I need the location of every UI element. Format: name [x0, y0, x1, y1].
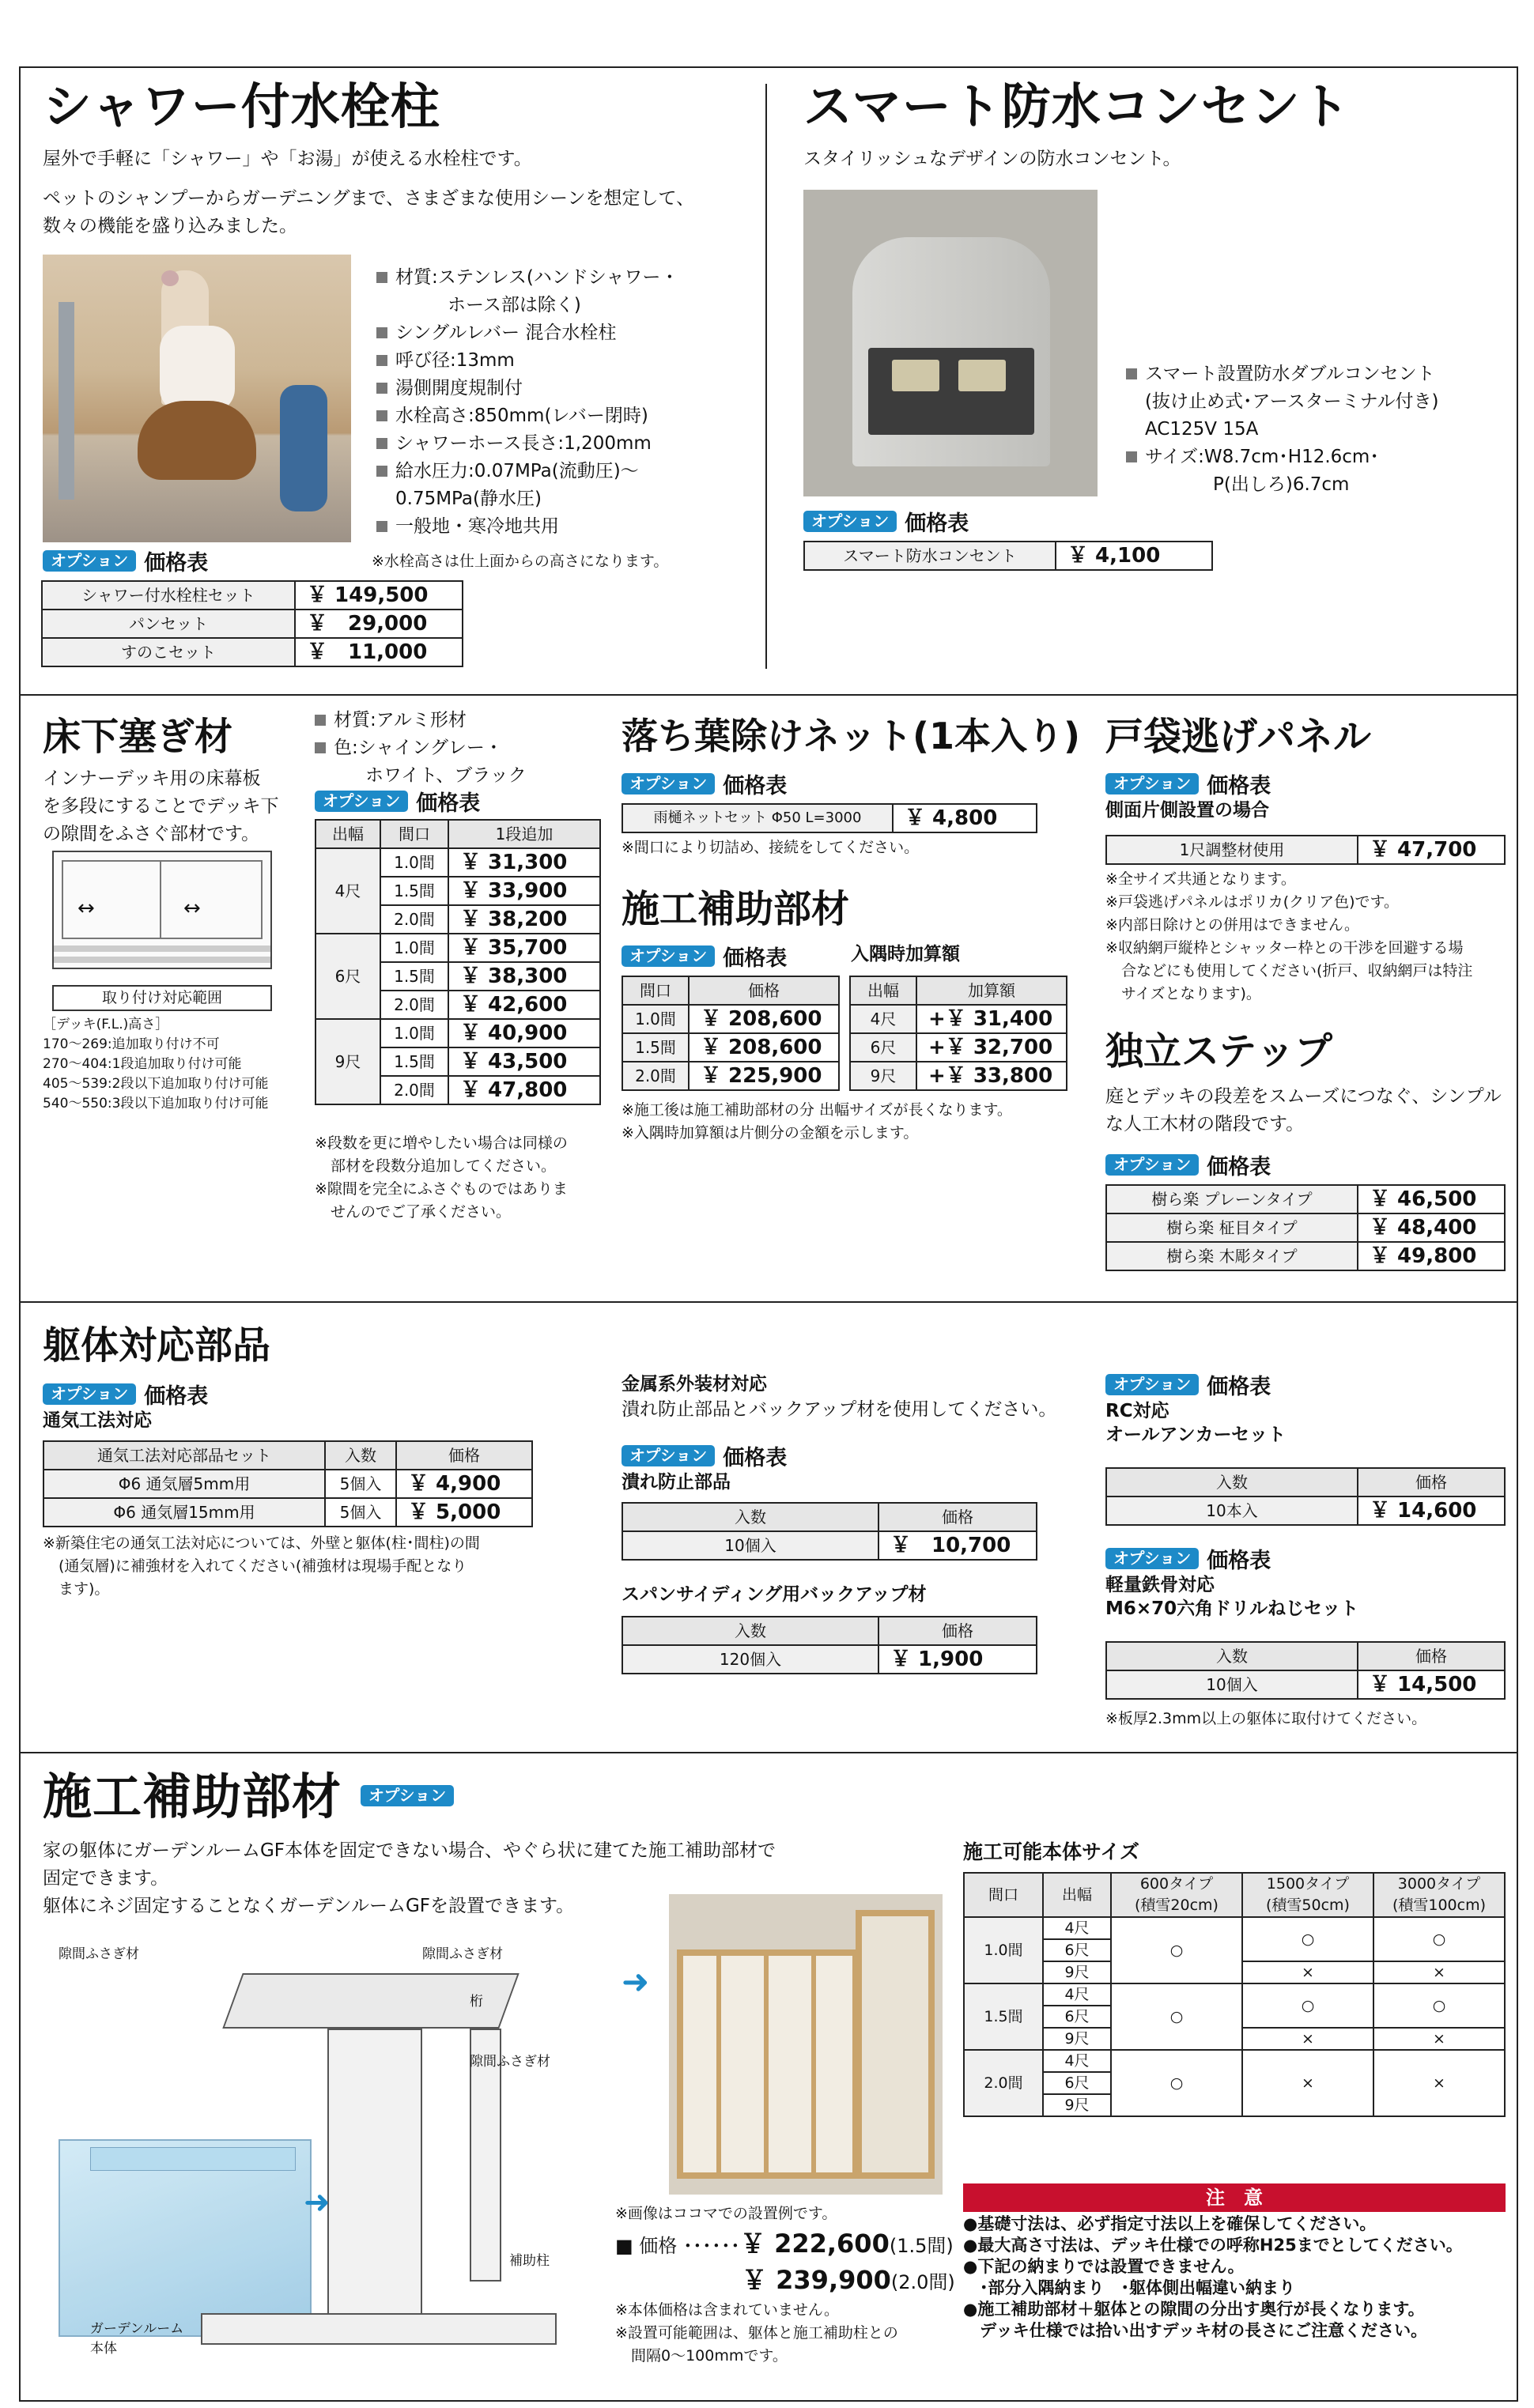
body-price-header: オプション 価格表	[43, 1379, 208, 1410]
steel-note: ※板厚2.3mm以上の躯体に取付けてください。	[1105, 1710, 1427, 1727]
aux1-notes: ※施工後は施工補助部材の分 出幅サイズが長くなります。 ※入隅時加算額は片側分の金額を示します。	[622, 1101, 1012, 1142]
body-price-table: 通気工法対応部品セット 入数 価格 Φ6 通気層5mm用 5個入 ￥ 4,900 Φ6 通気層15mm用 5個入 ￥ 5,000	[43, 1440, 533, 1527]
corner-table: 出幅 加算額 4尺 +￥ 31,400 6尺 +￥ 32,700 9尺 +￥ 33,800	[849, 976, 1067, 1091]
span-price-table: 入数 価格 120個入 ￥ 1,900	[622, 1616, 1037, 1674]
table-row: 6尺	[964, 1939, 1505, 1961]
shower-price-header: オプション 価格表	[43, 545, 208, 576]
table-row: 1.5間 ￥ 43,500	[315, 1047, 600, 1076]
net-note: ※間口により切詰め、接続をしてください。	[622, 839, 920, 856]
table-row: 1.0間 4尺 ○ ○ ○	[964, 1917, 1505, 1939]
aux2-photo-note: ※画像はココマでの設置例です。	[615, 2205, 837, 2222]
option-badge: オプション	[622, 773, 715, 794]
corner-label: 入隅時加算額	[851, 944, 960, 964]
caution-title: 注 意	[963, 2183, 1506, 2212]
table-row: 樹ら楽 プレーンタイプ ￥ 46,500	[1106, 1185, 1505, 1213]
rc-title: RC対応 オールアンカーセット	[1105, 1401, 1287, 1445]
table-row: 2.0間 ￥ 38,200	[315, 905, 600, 934]
table-row: 9尺	[964, 2094, 1505, 2116]
table-row: 10個入 ￥ 14,500	[1106, 1670, 1505, 1699]
aux1-title: 施工補助部材	[622, 887, 850, 931]
option-badge: オプション	[803, 511, 897, 532]
crush-price-header: オプション 価格表	[622, 1440, 787, 1471]
net-price-table	[622, 803, 1037, 833]
table-row: パンセット ￥ 29,000	[42, 610, 463, 638]
door-title: 戸袋逃げパネル	[1105, 715, 1372, 759]
label-gr: ガーデンルーム 本体	[90, 2321, 184, 2357]
outlet-price-header: オプション 価格表	[803, 506, 969, 537]
table-row: 1.5間 ￥ 33,900	[315, 877, 600, 905]
table-row: 4尺 +￥ 31,400	[850, 1005, 1067, 1033]
table-row: 6尺 +￥ 32,700	[850, 1033, 1067, 1062]
floor-heights: ［デッキ(F.L.)高さ］ 170〜269:追加取り付け不可 270〜404:1段追加取り付け可能 405〜539:2段以下追加取り付け可能 540〜550:3段以下追加取り付け可能	[43, 1017, 269, 1112]
arrow-icon: ↔	[77, 896, 95, 920]
floor-specs: 材質:アルミ形材 色:シャイングレー・ ホワイト、ブラック	[315, 707, 527, 790]
outlet-title: スマート防水コンセント	[803, 77, 1351, 135]
shower-price-table	[41, 580, 463, 667]
metal-desc: 潰れ防止部品とバックアップ材を使用してください。	[622, 1399, 1057, 1420]
arrow-right-icon: ➜	[622, 1962, 650, 2001]
step-title: 独立ステップ	[1105, 1029, 1333, 1074]
table-row: 1.5間 ￥ 38,300	[315, 962, 600, 991]
option-badge: オプション	[43, 1383, 136, 1405]
option-badge: オプション	[1105, 773, 1199, 794]
shower-photo	[43, 255, 351, 542]
table-row: 9尺 +￥ 33,800	[850, 1062, 1067, 1090]
table-row: シャワー付水栓柱セット ￥ 149,500	[42, 581, 463, 610]
option-badge: オプション	[43, 550, 136, 572]
floor-diagram	[52, 851, 272, 969]
table-row: Φ6 通気層15mm用 5個入 ￥ 5,000	[43, 1498, 532, 1527]
door-price-header: オプション 価格表	[1105, 768, 1271, 799]
crush-price-table: 入数 価格 10個入 ￥ 10,700	[622, 1502, 1037, 1561]
table-row: 10個入 ￥ 10,700	[622, 1531, 1037, 1560]
label-post: 補助柱	[509, 2253, 550, 2269]
table-row: 4尺 1.0間 ￥ 31,300	[315, 848, 600, 877]
crush-title: 潰れ防止部品	[622, 1472, 731, 1493]
divider	[765, 84, 767, 669]
door-notes: ※全サイズ共通となります。 ※戸袋逃げパネルはポリカ(クリア色)です。 ※内部日除けとの併用はできません。 ※収納網戸縦枠とシャッター枠との干渉を回避する場 合などにも使用してください(折戸、収納網戸は特注 サイズとなります)。	[1105, 870, 1473, 1002]
floor-notes: ※段数を更に増やしたい場合は同様の 部材を段数分追加してください。 ※隙間を完全にふさぐものではありま せんのでご了承ください。	[315, 1134, 568, 1221]
label-gap1: 隙間ふさぎ材	[59, 1946, 139, 1962]
table-row: スマート防水コンセント ￥ 4,100	[804, 542, 1212, 570]
option-badge: オプション	[1105, 1154, 1199, 1176]
body-title: 躯体対応部品	[43, 1323, 271, 1368]
floor-title: 床下塞ぎ材	[43, 715, 233, 759]
outlet-price-table	[803, 541, 1213, 571]
aux2-title: 施工補助部材	[43, 1768, 342, 1825]
step-price-header: オプション 価格表	[1105, 1149, 1271, 1180]
table-row: 6尺	[964, 2006, 1505, 2028]
divider	[21, 1301, 1517, 1303]
table-row: 1.5間 ￥ 208,600	[622, 1033, 839, 1062]
label-beam: 桁	[470, 1994, 483, 2010]
steel-price-header: オプション 価格表	[1105, 1543, 1271, 1574]
span-title: スパンサイディング用バックアップ材	[622, 1584, 927, 1605]
caution-list: ●基礎寸法は、必ず指定寸法以上を確保してください。 ●最大高さ寸法は、デッキ仕様での呼称H25までとしてください。 ●下記の納まりでは設置できません。 ･部分入隅納まり ･躯体側出幅違い納まり ●施工補助部材＋躯体との隙間の分出す奥行が長くなります。 デッキ仕様では拾い出すデッキ材の長さにご注意ください。	[963, 2214, 1463, 2340]
shower-specs: 材質:ステンレス(ハンドシャワー・ ホース部は除く) シングルレバー 混合水栓柱 呼び径:13mm 湯側開度規制付 水栓高さ:850mm(レバー閉時) シャワーホース長さ:1,200mm 給水圧力:0.07MPa(流動圧)〜 0.75MPa(静水圧) 一般地・寒冷地共用	[376, 264, 678, 541]
option-badge: オプション	[622, 945, 715, 967]
table-row: 6尺	[964, 2072, 1505, 2094]
outlet-photo	[803, 190, 1098, 496]
table-row: 9尺 × ×	[964, 1961, 1505, 1983]
body-sub: 通気工法対応	[43, 1410, 152, 1431]
arrow-right-icon: ➜	[304, 2184, 331, 2221]
aux1-price-table: 間口 価格 1.0間 ￥ 208,600 1.5間 ￥ 208,600 2.0間 ￥ 225,900	[622, 976, 840, 1091]
divider	[21, 694, 1517, 696]
table-row: 2.0間 ￥ 225,900	[622, 1062, 839, 1090]
net-price-header: オプション 価格表	[622, 768, 787, 799]
table-row: 9尺 × ×	[964, 2028, 1505, 2050]
range-label: 取り付け対応範囲	[52, 985, 272, 1011]
table-row: すのこセット ￥ 11,000	[42, 638, 463, 666]
floor-desc: インナーデッキ用の床幕板 を多段にすることでデッキ下 の隙間をふさぐ部材です。	[43, 768, 279, 844]
shower-title: シャワー付水栓柱	[43, 77, 440, 135]
size-title: 施工可能本体サイズ	[963, 1840, 1140, 1863]
table-row: 6尺 1.0間 ￥ 35,700	[315, 934, 600, 962]
table-row: 2.0間 ￥ 47,800	[315, 1076, 600, 1104]
catalog-page	[19, 66, 1518, 2402]
table-row: 樹ら楽 柾目タイプ ￥ 48,400	[1106, 1213, 1505, 1242]
option-badge: オプション	[1105, 1548, 1199, 1569]
floor-price-header: オプション 価格表	[315, 786, 480, 817]
step-desc: 庭とデッキの段差をスムーズにつなぐ、シンプル な人工木材の階段です。	[1105, 1086, 1502, 1134]
shower-lead: 屋外で手軽に「シャワー」や「お湯」が使える水栓柱です。	[43, 149, 532, 169]
outlet-specs: スマート設置防水ダブルコンセント (抜け止め式･アースターミナル付き) AC125V 15A サイズ:W8.7cm･H12.6cm･ P(出しろ)6.7cm	[1126, 360, 1438, 499]
size-table: 間口 出幅 600タイプ 1500タイプ 3000タイプ (積雪20cm) (積雪50cm) (積雪100cm) 1.0間 4尺 ○ ○ ○ 6尺 9尺 × × 1.5間 4尺 ○ ○ ○ 6尺 9尺 × × 2.0間 4尺 ○ × × 6尺 9尺	[963, 1872, 1506, 2117]
rc-price-header: オプション 価格表	[1105, 1369, 1271, 1400]
net-title: 落ち葉除けネット(1本入り)	[622, 715, 1081, 757]
option-badge: オプション	[315, 791, 408, 812]
table-row: 10本入 ￥ 14,600	[1106, 1497, 1505, 1525]
floor-price-table: 出幅 間口 1段追加 4尺 1.0間 ￥ 31,300 1.5間 ￥ 33,900 2.0間 ￥ 38,200 6尺 1.0間 ￥ 35,700 1.5間 ￥ 38,300 2.0間 ￥ 42,600 9尺 1.0間 ￥ 40,900 1.5間 ￥ 43,500 2.0間 ￥ 47,800	[315, 819, 601, 1105]
table-row: 1.0間 ￥ 208,600	[622, 1005, 839, 1033]
aux2-notes: ※本体価格は含まれていません。 ※設置可能範囲は、躯体と施工補助柱との 間隔0〜100mmです。	[615, 2301, 898, 2365]
steel-title: 軽量鉄骨対応 M6×70六角ドリルねじセット	[1105, 1575, 1359, 1619]
outlet-lead: スタイリッシュなデザインの防水コンセント。	[803, 149, 1181, 169]
aux2-option-badge: オプション	[361, 1785, 454, 1806]
steel-price-table: 入数 価格 10個入 ￥ 14,500	[1105, 1641, 1506, 1700]
table-row: 雨樋ネットセット Φ50 L=3000 ￥ 4,800	[622, 804, 1037, 832]
metal-title: 金属系外装材対応	[622, 1374, 767, 1395]
table-row: 2.0間 4尺 ○ × ×	[964, 2050, 1505, 2072]
table-row: 1.5間 4尺 ○ ○ ○	[964, 1983, 1505, 2006]
table-row: 2.0間 ￥ 42,600	[315, 991, 600, 1019]
rc-price-table: 入数 価格 10本入 ￥ 14,600	[1105, 1467, 1506, 1526]
aux2-diagram	[43, 1942, 596, 2368]
aux2-price: ■ 価格 ･･････￥ 222,600(1.5間) ￥ 239,900(2.0間)	[615, 2229, 955, 2295]
aux1-price-header: オプション 価格表	[622, 941, 787, 972]
door-sub: 側面片側設置の場合	[1105, 800, 1269, 821]
door-price-table	[1105, 835, 1506, 865]
table-row: Φ6 通気層5mm用 5個入 ￥ 4,900	[43, 1470, 532, 1498]
table-row: 1尺調整材使用 ￥ 47,700	[1106, 836, 1505, 864]
body-notes: ※新築住宅の通気工法対応については、外壁と躯体(柱･間柱)の間 (通気層)に補強材を入れてください(補強材は現場手配となり ます)。	[43, 1534, 480, 1598]
shower-desc: ペットのシャンプーからガーデニングまで、さまざまな使用シーンを想定して、 数々の機能を盛り込みました。	[43, 188, 695, 236]
option-badge: オプション	[622, 1445, 715, 1466]
aux2-desc: 家の躯体にガーデンルームGF本体を固定できない場合、やぐら状に建てた施工補助部材で 固定できます。 躯体にネジ固定することなくガーデンルームGFを設置できます。	[43, 1840, 776, 1916]
divider	[21, 1752, 1517, 1753]
aux2-photo	[669, 1894, 943, 2195]
option-badge: オプション	[1105, 1374, 1199, 1395]
table-row: 樹ら楽 木彫タイプ ￥ 49,800	[1106, 1242, 1505, 1270]
table-row: 120個入 ￥ 1,900	[622, 1645, 1037, 1674]
step-price-table	[1105, 1184, 1506, 1271]
arrow-icon: ↔	[183, 896, 201, 920]
label-gap3: 隙間ふさぎ材	[470, 2054, 550, 2070]
label-gap2: 隙間ふさぎ材	[422, 1946, 503, 1962]
shower-note: ※水栓高さは仕上面からの高さになります。	[372, 553, 669, 570]
table-row: 9尺 1.0間 ￥ 40,900	[315, 1019, 600, 1047]
